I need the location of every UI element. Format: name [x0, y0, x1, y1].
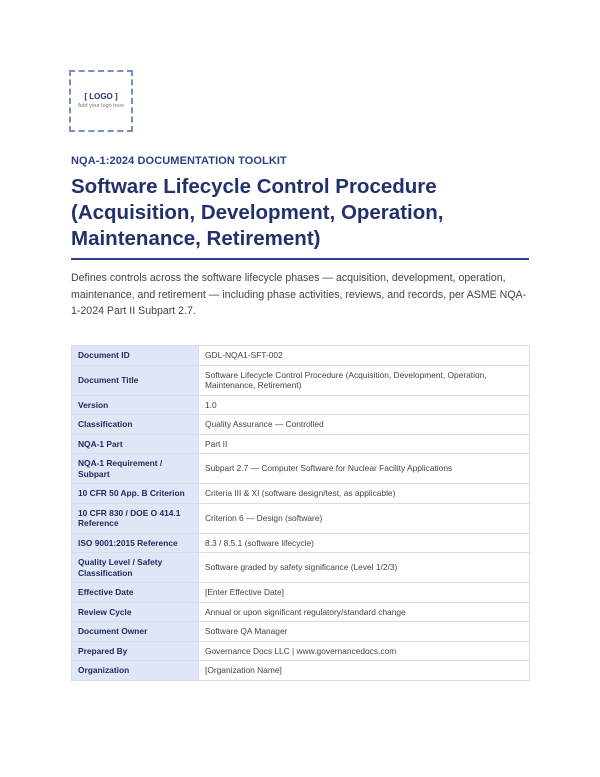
row-value: Criteria III & XI (software design/test, as applicable)	[199, 484, 530, 504]
row-value: 8.3 / 8.5.1 (software lifecycle)	[199, 533, 530, 553]
table-row	[72, 415, 530, 435]
row-key: Organization	[72, 661, 199, 681]
row-key: Classification	[72, 415, 199, 435]
row-value: Subpart 2.7 — Computer Software for Nuclear Facility Applications	[199, 454, 530, 484]
row-key: Version	[72, 395, 199, 415]
row-value: Governance Docs LLC | www.governancedocs.com	[199, 641, 530, 661]
table-row	[72, 434, 530, 454]
table-row	[72, 622, 530, 642]
row-value: Software QA Manager	[199, 622, 530, 642]
row-key: Document Title	[72, 365, 199, 395]
document-metadata-table	[71, 345, 530, 681]
table-row	[72, 533, 530, 553]
row-key: 10 CFR 50 App. B Criterion	[72, 484, 199, 504]
row-key: Review Cycle	[72, 602, 199, 622]
row-value: [Enter Effective Date]	[199, 583, 530, 603]
title-line: Maintenance, Retirement)	[71, 227, 321, 250]
row-key: NQA-1 Part	[72, 434, 199, 454]
document-description: Defines controls across the software lifecycle phases — acquisition, development, operation, maintenance, and retirement — including phase activities, reviews, and records, per ASME NQA-1-2024 Part II Subpart 2.7.	[71, 272, 527, 317]
row-value: Software Lifecycle Control Procedure (Acquisition, Development, Operation, Maintenance, Retirement)	[199, 365, 530, 395]
logo-placeholder	[69, 70, 133, 132]
table-row	[72, 365, 530, 395]
table-row	[72, 484, 530, 504]
title-line: (Acquisition, Development, Operation,	[71, 201, 444, 224]
table-row	[72, 346, 530, 366]
table-row	[72, 553, 530, 583]
table-row	[72, 583, 530, 603]
row-key: Prepared By	[72, 641, 199, 661]
row-value: Annual or upon significant regulatory/standard change	[199, 602, 530, 622]
row-key: Quality Level / Safety Classification	[72, 553, 199, 583]
table-row	[72, 661, 530, 681]
row-value: Software graded by safety significance (Level 1/2/3)	[199, 553, 530, 583]
row-value: [Organization Name]	[199, 661, 530, 681]
row-key: Effective Date	[72, 583, 199, 603]
row-key: Document Owner	[72, 622, 199, 642]
logo-title: [ LOGO ]	[84, 92, 118, 101]
logo-subtitle: Add your logo here	[77, 103, 125, 109]
table-row	[72, 454, 530, 484]
row-key: 10 CFR 830 / DOE O 414.1 Reference	[72, 503, 199, 533]
row-value: 1.0	[199, 395, 530, 415]
row-value: Quality Assurance — Controlled	[199, 415, 530, 435]
row-value: GDL-NQA1-SFT-002	[199, 346, 530, 366]
toolkit-label: NQA-1:2024 DOCUMENTATION TOOLKIT	[71, 155, 287, 167]
row-key: NQA-1 Requirement / Subpart	[72, 454, 199, 484]
title-line: Software Lifecycle Control Procedure	[71, 175, 437, 198]
title-divider	[71, 258, 529, 260]
table-row	[72, 395, 530, 415]
document-title	[71, 174, 541, 252]
table-row	[72, 503, 530, 533]
row-value: Part II	[199, 434, 530, 454]
row-key: Document ID	[72, 346, 199, 366]
table-row	[72, 602, 530, 622]
row-value: Criterion 6 — Design (software)	[199, 503, 530, 533]
table-row	[72, 641, 530, 661]
row-key: ISO 9001:2015 Reference	[72, 533, 199, 553]
